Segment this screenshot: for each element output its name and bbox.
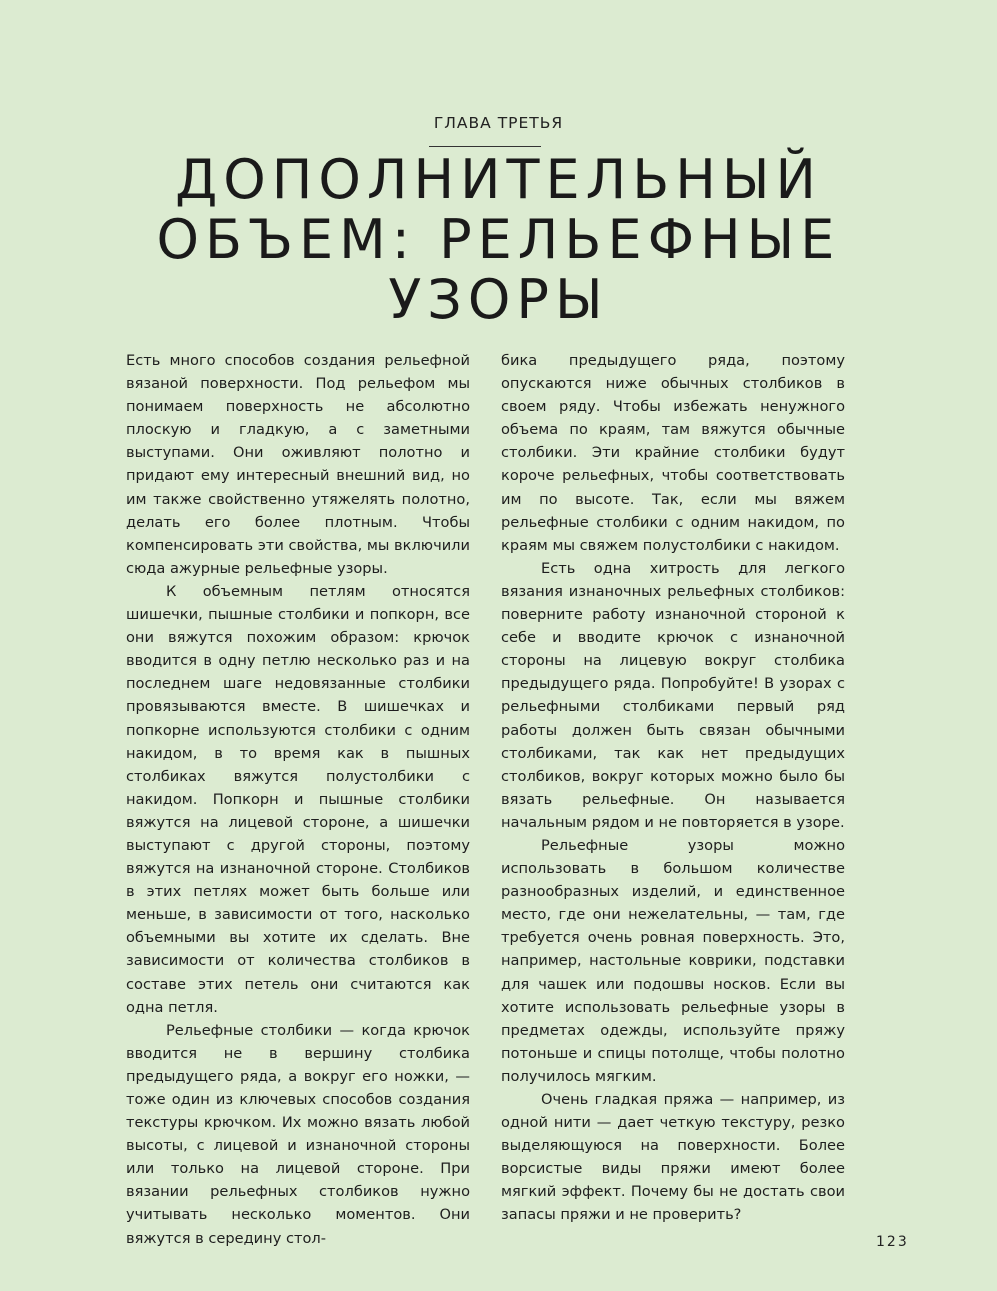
right-text-column	[501, 349, 845, 1227]
paragraph: К объемным петлям относятся шишечки, пышные столбики и попкорн, все они вяжутся похожим образом: крючок вводится в одну петлю несколько раз и на последнем шаге недовязанные столбики провязываются вместе. В шишечках и попкорне используются столбики с одним накидом, в то время как в пышных столбиках вяжутся полустолбики с накидом. Попкорн и пышные столбики вяжутся на лицевой стороне, а шишечки выступают с другой стороны, поэтому вяжутся на изнаночной стороне. Столбиков в этих петлях может быть больше или меньше, в зависимости от того, насколько объемными вы хотите их сделать. Вне зависимости от количества столбиков в составе этих петель они считаются как одна петля.	[126, 582, 470, 1016]
chapter-label: ГЛАВА ТРЕТЬЯ	[433, 114, 564, 132]
title-line-1: ДОПОЛНИТЕЛЬНЫЙ	[175, 148, 822, 211]
paragraph: бика предыдущего ряда, поэтому опускаются ниже обычных столбиков в своем ряду. Чтобы избежать ненужного объема по краям, там вяжутся обычные столбики. Эти крайние столбики будут короче рельефных, чтобы соответствовать им по высоте. Так, если мы вяжем рельефные столбики с одним накидом, по краям мы свяжем полустолбики с накидом.	[501, 352, 845, 554]
paragraph: Рельефные узоры можно использовать в большом количестве разнообразных изделий, и единственное место, где они нежелательны, — там, где требуется очень ровная поверхность. Это, например, настольные коврики, подставки для чашек или подошвы носков. Если вы хотите использовать рельефные узоры в предметах одежды, используйте пряжу потоньше и спицы потолще, чтобы полотно получилось мягким.	[501, 836, 845, 1085]
left-text-column	[126, 349, 470, 1250]
page-title	[0, 150, 997, 330]
paragraph: Рельефные столбики — когда крючок вводится не в вершину столбика предыдущего ряда, а вокруг его ножки, — тоже один из ключевых способов создания текстуры крючком. Их можно вязать любой высоты, с лицевой и изнаночной стороны или только на лицевой стороне. При вязании рельефных столбиков нужно учитывать несколько моментов. Они вяжутся в середину стол-	[126, 1021, 470, 1247]
paragraph: Есть много способов создания рельефной вязаной поверхности. Под рельефом мы понимаем поверхность не абсолютно плоскую и гладкую, а с заметными выступами. Они оживляют полотно и придают ему интересный внешний вид, но им также свойственно утяжелять полотно, делать его более плотным. Чтобы компенсировать эти свойства, мы включили сюда ажурные рельефные узоры.	[126, 352, 470, 577]
paragraph: Очень гладкая пряжа — например, из одной нити — дает четкую текстуру, резко выделяющуюся на поверхности. Более ворсистые виды пряжи имеют более мягкий эффект. Почему бы не достать свои запасы пряжи и не проверить?	[501, 1091, 845, 1224]
page-number: 123	[876, 1234, 909, 1250]
paragraph: Есть одна хитрость для легкого вязания изнаночных рельефных столбиков: поверните работу изнаночной стороной к себе и вводите крючок с изнаночной стороны на лицевую вокруг столбика предыдущего ряда. Попробуйте! В узорах с рельефными столбиками первый ряд работы должен быть связан обычными столбиками, так как нет предыдущих столбиков, вокруг которых можно было бы вязать рельефные. Он называется начальным рядом и не повторяется в узоре.	[501, 559, 845, 831]
chapter-divider	[429, 146, 541, 147]
title-line-3: УЗОРЫ	[388, 268, 609, 331]
title-line-2: ОБЪЕМ: РЕЛЬЕФНЫЕ	[156, 208, 841, 271]
